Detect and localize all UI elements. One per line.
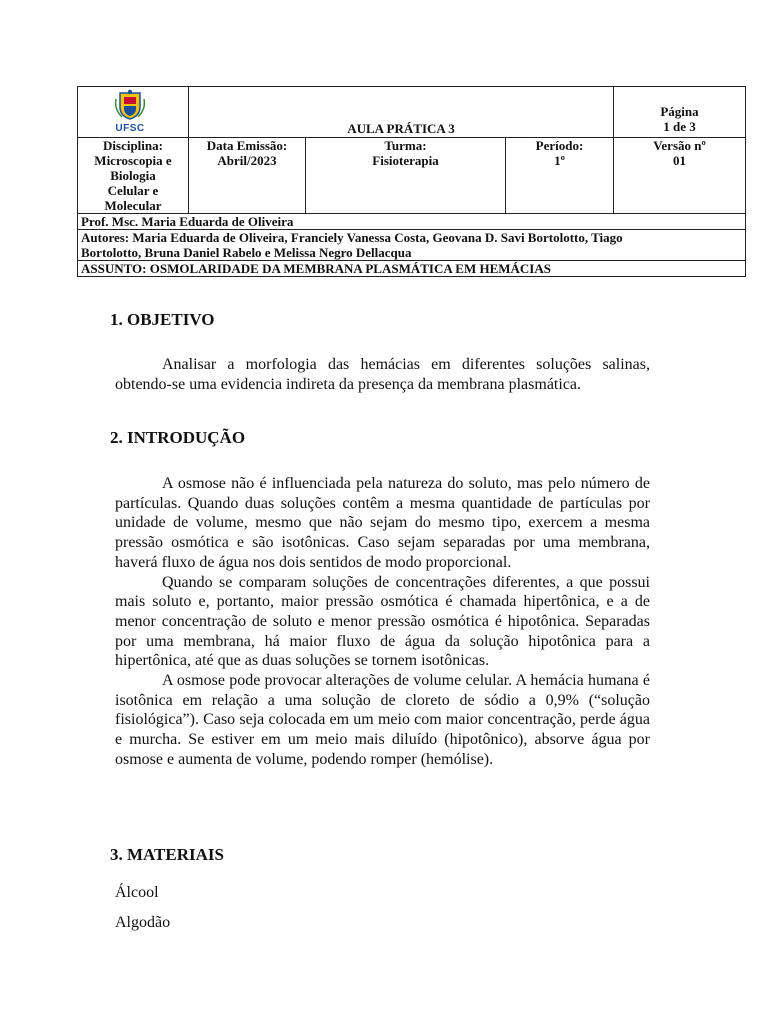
introducao-paragraph-2: Quando se comparam soluções de concentrações diferentes, a que possui mais soluto e, portanto, maior pressão osmótica é chamada hipertônica, e a de menor concentração de soluto e menor pressão osmótica é hipotônica. Separadas por uma membrana, há maior fluxo de água da solução hipotônica para a hipertônica, até que as duas soluções se tornem isotônicas. bbox=[115, 573, 650, 670]
autores-row bbox=[78, 230, 746, 261]
versao-cell bbox=[614, 138, 746, 214]
page-value: 1 de 3 bbox=[663, 119, 696, 134]
page-label: Página bbox=[660, 104, 699, 119]
introducao-paragraph-1: A osmose não é influenciada pela natureza do soluto, mas pelo número de partículas. Quando duas soluções contêm a mesma quantidade de partículas por unidade de volume, mesmo que não sejam do mesmo tipo, exercem a mesma pressão osmótica e são isotônicas. Caso sejam separadas por uma membrana, haverá fluxo de água nos dois sentidos de modo proporcional. bbox=[115, 475, 650, 571]
turma-label: Turma: bbox=[384, 138, 427, 153]
periodo-value: 1º bbox=[554, 153, 565, 168]
periodo-cell bbox=[506, 138, 614, 214]
page-cell bbox=[614, 87, 746, 138]
autores-line-1: Autores: Maria Eduarda de Oliveira, Franciely Vanessa Costa, Geovana D. Savi Bortolotto, Tiago bbox=[81, 230, 623, 245]
disciplina-line: Celular e bbox=[107, 183, 159, 198]
header-table bbox=[77, 86, 746, 277]
ufsc-logo-icon bbox=[110, 89, 150, 133]
disciplina-line: Molecular bbox=[104, 198, 162, 213]
periodo-label: Período: bbox=[535, 138, 584, 153]
turma-value: Fisioterapia bbox=[372, 153, 439, 168]
objetivo-text bbox=[115, 355, 650, 394]
autores-line-2: Bortolotto, Bruna Daniel Rabelo e Melissa Negro Dellacqua bbox=[81, 245, 412, 260]
doc-title: AULA PRÁTICA 3 bbox=[189, 87, 614, 138]
data-emissao-label: Data Emissão: bbox=[206, 138, 288, 153]
data-emissao-cell bbox=[189, 138, 306, 214]
versao-label: Versão nº bbox=[653, 138, 706, 153]
turma-cell bbox=[306, 138, 506, 214]
disciplina-cell bbox=[78, 138, 189, 214]
professor-row: Prof. Msc. Maria Eduarda de Oliveira bbox=[78, 214, 746, 230]
assunto-row: ASSUNTO: OSMOLARIDADE DA MEMBRANA PLASMÁTICA EM HEMÁCIAS bbox=[78, 261, 746, 277]
data-emissao-value: Abril/2023 bbox=[217, 153, 277, 168]
disciplina-label: Disciplina: bbox=[103, 138, 163, 153]
disciplina-line: Microscopia e bbox=[94, 153, 172, 168]
objetivo-paragraph: Analisar a morfologia das hemácias em diferentes soluções salinas, obtendo-se uma evidencia indireta da presença da membrana plasmática. bbox=[115, 356, 650, 393]
material-item: Algodão bbox=[115, 914, 171, 931]
material-item: Álcool bbox=[115, 884, 159, 901]
versao-value: 01 bbox=[673, 153, 687, 168]
introducao-paragraph-3: A osmose pode provocar alterações de volume celular. A hemácia humana é isotônica em relação a uma solução de cloreto de sódio a 0,9% (“solução fisiológica”). Caso seja colocada em um meio com maior concentração, perde água e murcha. Se estiver em um meio mais diluído (hipotônico), absorve água por osmose e aumenta de volume, podendo romper (hemólise). bbox=[115, 672, 650, 768]
logo-cell bbox=[78, 87, 189, 138]
introducao-heading: 2. INTRODUÇÃO bbox=[110, 428, 246, 447]
objetivo-heading: 1. OBJETIVO bbox=[110, 310, 215, 329]
logo-text: UFSC bbox=[115, 123, 145, 134]
introducao-text bbox=[115, 474, 650, 770]
materiais-heading: 3. MATERIAIS bbox=[110, 845, 224, 864]
disciplina-line: Biologia bbox=[110, 168, 156, 183]
